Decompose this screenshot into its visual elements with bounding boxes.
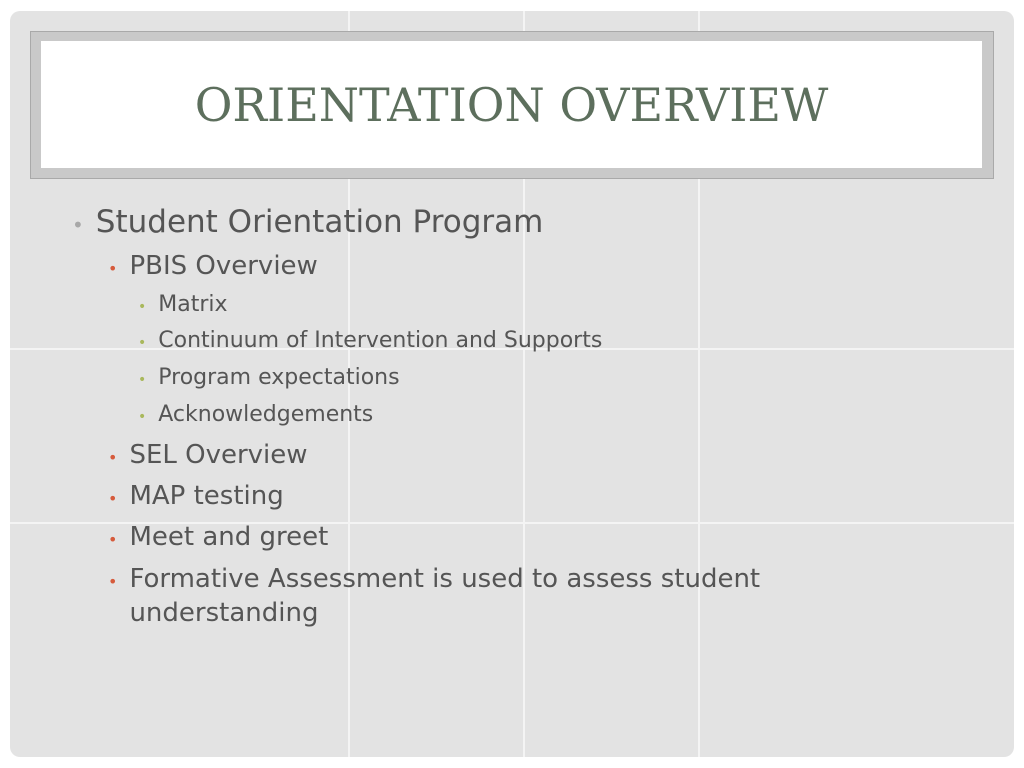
bullet-item [108,481,284,511]
bullet-item [138,365,400,390]
bullet-item [108,251,318,281]
bullet-icon: • [72,213,84,237]
bullet-icon: • [108,572,118,591]
bullet-text: Continuum of Intervention and Supports [158,328,603,353]
bullet-item [138,328,602,353]
slide-title: ORIENTATION OVERVIEW [194,77,829,132]
bullet-icon: • [138,372,147,388]
bullet-icon: • [108,259,118,278]
bullet-text: Meet and greet [129,522,329,552]
bullet-item [138,292,228,317]
bullet-icon: • [108,448,118,467]
bullet-text: Acknowledgements [158,402,374,427]
bullet-item [108,440,308,470]
bullet-text: SEL Overview [129,440,308,470]
bullet-text: Formative Assessment is used to assess student understanding [129,564,761,628]
bullet-text: MAP testing [129,481,284,511]
slide [10,11,1014,757]
bullet-icon: • [138,409,147,425]
bullet-item [108,562,788,630]
slide-content [10,11,1014,757]
bullet-text: Matrix [158,292,228,317]
bullet-icon: • [138,299,147,315]
bullet-item [72,204,543,240]
bullet-text: PBIS Overview [129,251,318,281]
bullet-item [138,402,373,427]
bullet-item [108,522,328,552]
bullet-icon: • [108,530,118,549]
bullet-icon: • [138,335,147,351]
bullet-icon: • [108,489,118,508]
bullet-text: Program expectations [158,365,400,390]
bullet-text: Student Orientation Program [95,204,544,240]
